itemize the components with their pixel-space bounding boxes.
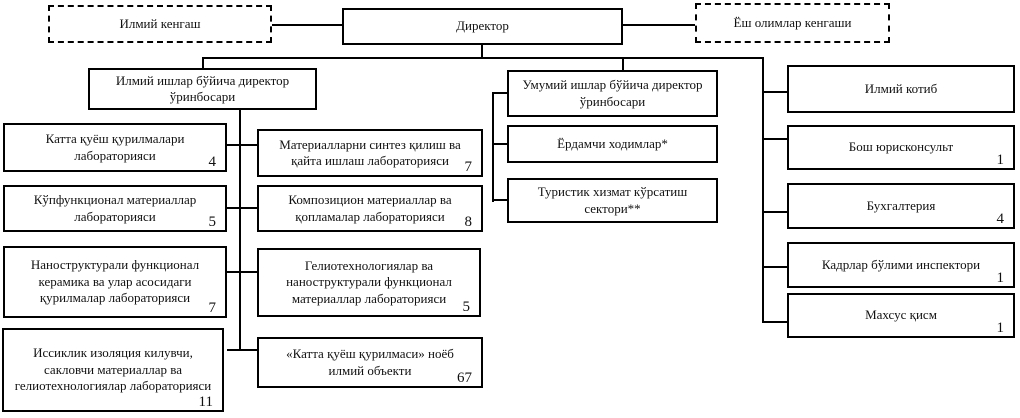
box-label: Илмий котиб <box>864 80 938 96</box>
young-scientists-council-box <box>695 3 890 43</box>
box-label: Илмий ишлар бўйича директор ўринбосари <box>115 72 290 104</box>
tourism-sector-box <box>507 178 718 223</box>
lab-multifunctional-materials-box <box>3 185 227 232</box>
box-label: Кадрлар бўлими инспектори <box>821 256 981 272</box>
connector-line <box>227 207 257 209</box>
box-label: Кўпфункционал материаллар лабораторияси <box>33 192 197 224</box>
staff-count: 5 <box>208 213 216 230</box>
lab-materials-synthesis-box <box>257 129 483 177</box>
connector-line <box>492 92 494 202</box>
staff-count: 1 <box>996 151 1004 168</box>
connector-line <box>762 211 787 213</box>
lab-heliotechnology-box <box>257 248 481 317</box>
connector-line <box>492 92 507 94</box>
box-label: Наноструктурали функционал керамика ва улар асосидаги қурилмалар лабораторияси <box>30 257 200 306</box>
lab-heat-insulation-box <box>2 328 224 412</box>
connector-line <box>239 110 241 351</box>
lab-nanostructured-ceramics-box <box>3 246 227 318</box>
box-label: Иссиклик изоляция килувчи, сакловчи материаллар ва гелиотехнологиялар лабораторияси <box>14 345 212 394</box>
box-label: Илмий кенгаш <box>119 15 201 31</box>
box-label: Гелиотехнологиялар ва наноструктурали функционал материаллар лабораторияси <box>286 257 452 306</box>
box-label: Туристик хизмат кўрсатиш сектори** <box>537 184 688 216</box>
staff-count: 4 <box>996 210 1004 227</box>
connector-line <box>762 138 787 140</box>
connector-line <box>227 144 257 146</box>
hr-inspector-box <box>787 242 1015 288</box>
box-label: Композицион материаллар ва қопламалар лабораторияси <box>288 192 452 224</box>
connector-line <box>622 57 624 72</box>
staff-count: 7 <box>208 299 216 316</box>
connector-line <box>762 57 764 323</box>
scientific-secretary-box <box>787 65 1015 113</box>
connector-line <box>492 143 507 145</box>
staff-count: 11 <box>198 393 213 410</box>
connector-line <box>762 266 787 268</box>
box-label: Ёш олимлар кенгаши <box>733 14 852 30</box>
big-solar-facility-box <box>257 337 483 388</box>
lab-big-solar-installations-box <box>3 123 227 172</box>
box-label: Ёрдамчи ходимлар* <box>557 135 668 151</box>
staff-count: 67 <box>457 369 472 386</box>
box-label: Катта қуёш қурилмалари лабораторияси <box>45 131 185 163</box>
connector-line <box>762 321 787 323</box>
box-label: Махсус қисм <box>865 307 937 323</box>
accounting-box <box>787 183 1015 229</box>
connector-line <box>272 24 342 26</box>
deputy-general-box <box>507 70 718 117</box>
staff-count: 7 <box>464 158 472 175</box>
chief-legal-counsel-box <box>787 125 1015 170</box>
connector-line <box>623 24 695 26</box>
scientific-council-box <box>48 5 272 43</box>
box-label: Бухгалтерия <box>866 197 936 213</box>
special-unit-box <box>787 293 1015 338</box>
connector-line <box>227 271 257 273</box>
box-label: Директор <box>456 18 509 34</box>
box-label: Умумий ишлар бўйича директор ўринбосари <box>522 77 703 109</box>
connector-line <box>202 57 764 59</box>
deputy-science-box <box>88 68 317 110</box>
box-label: Материалларни синтез қилиш ва қайта ишлаш лабораторияси <box>279 136 461 168</box>
director-box <box>342 8 623 45</box>
box-label: «Катта қуёш қурилмаси» ноёб илмий объекти <box>286 346 454 378</box>
connector-line <box>227 349 257 351</box>
support-staff-box <box>507 125 718 163</box>
lab-composite-materials-box <box>257 185 483 232</box>
box-label: Бош юрисконсульт <box>848 139 954 155</box>
staff-count: 1 <box>996 269 1004 286</box>
connector-line <box>492 199 507 201</box>
connector-line <box>202 57 204 70</box>
staff-count: 8 <box>464 213 472 230</box>
staff-count: 5 <box>462 298 470 315</box>
staff-count: 1 <box>996 319 1004 336</box>
connector-line <box>762 91 787 93</box>
staff-count: 4 <box>208 153 216 170</box>
